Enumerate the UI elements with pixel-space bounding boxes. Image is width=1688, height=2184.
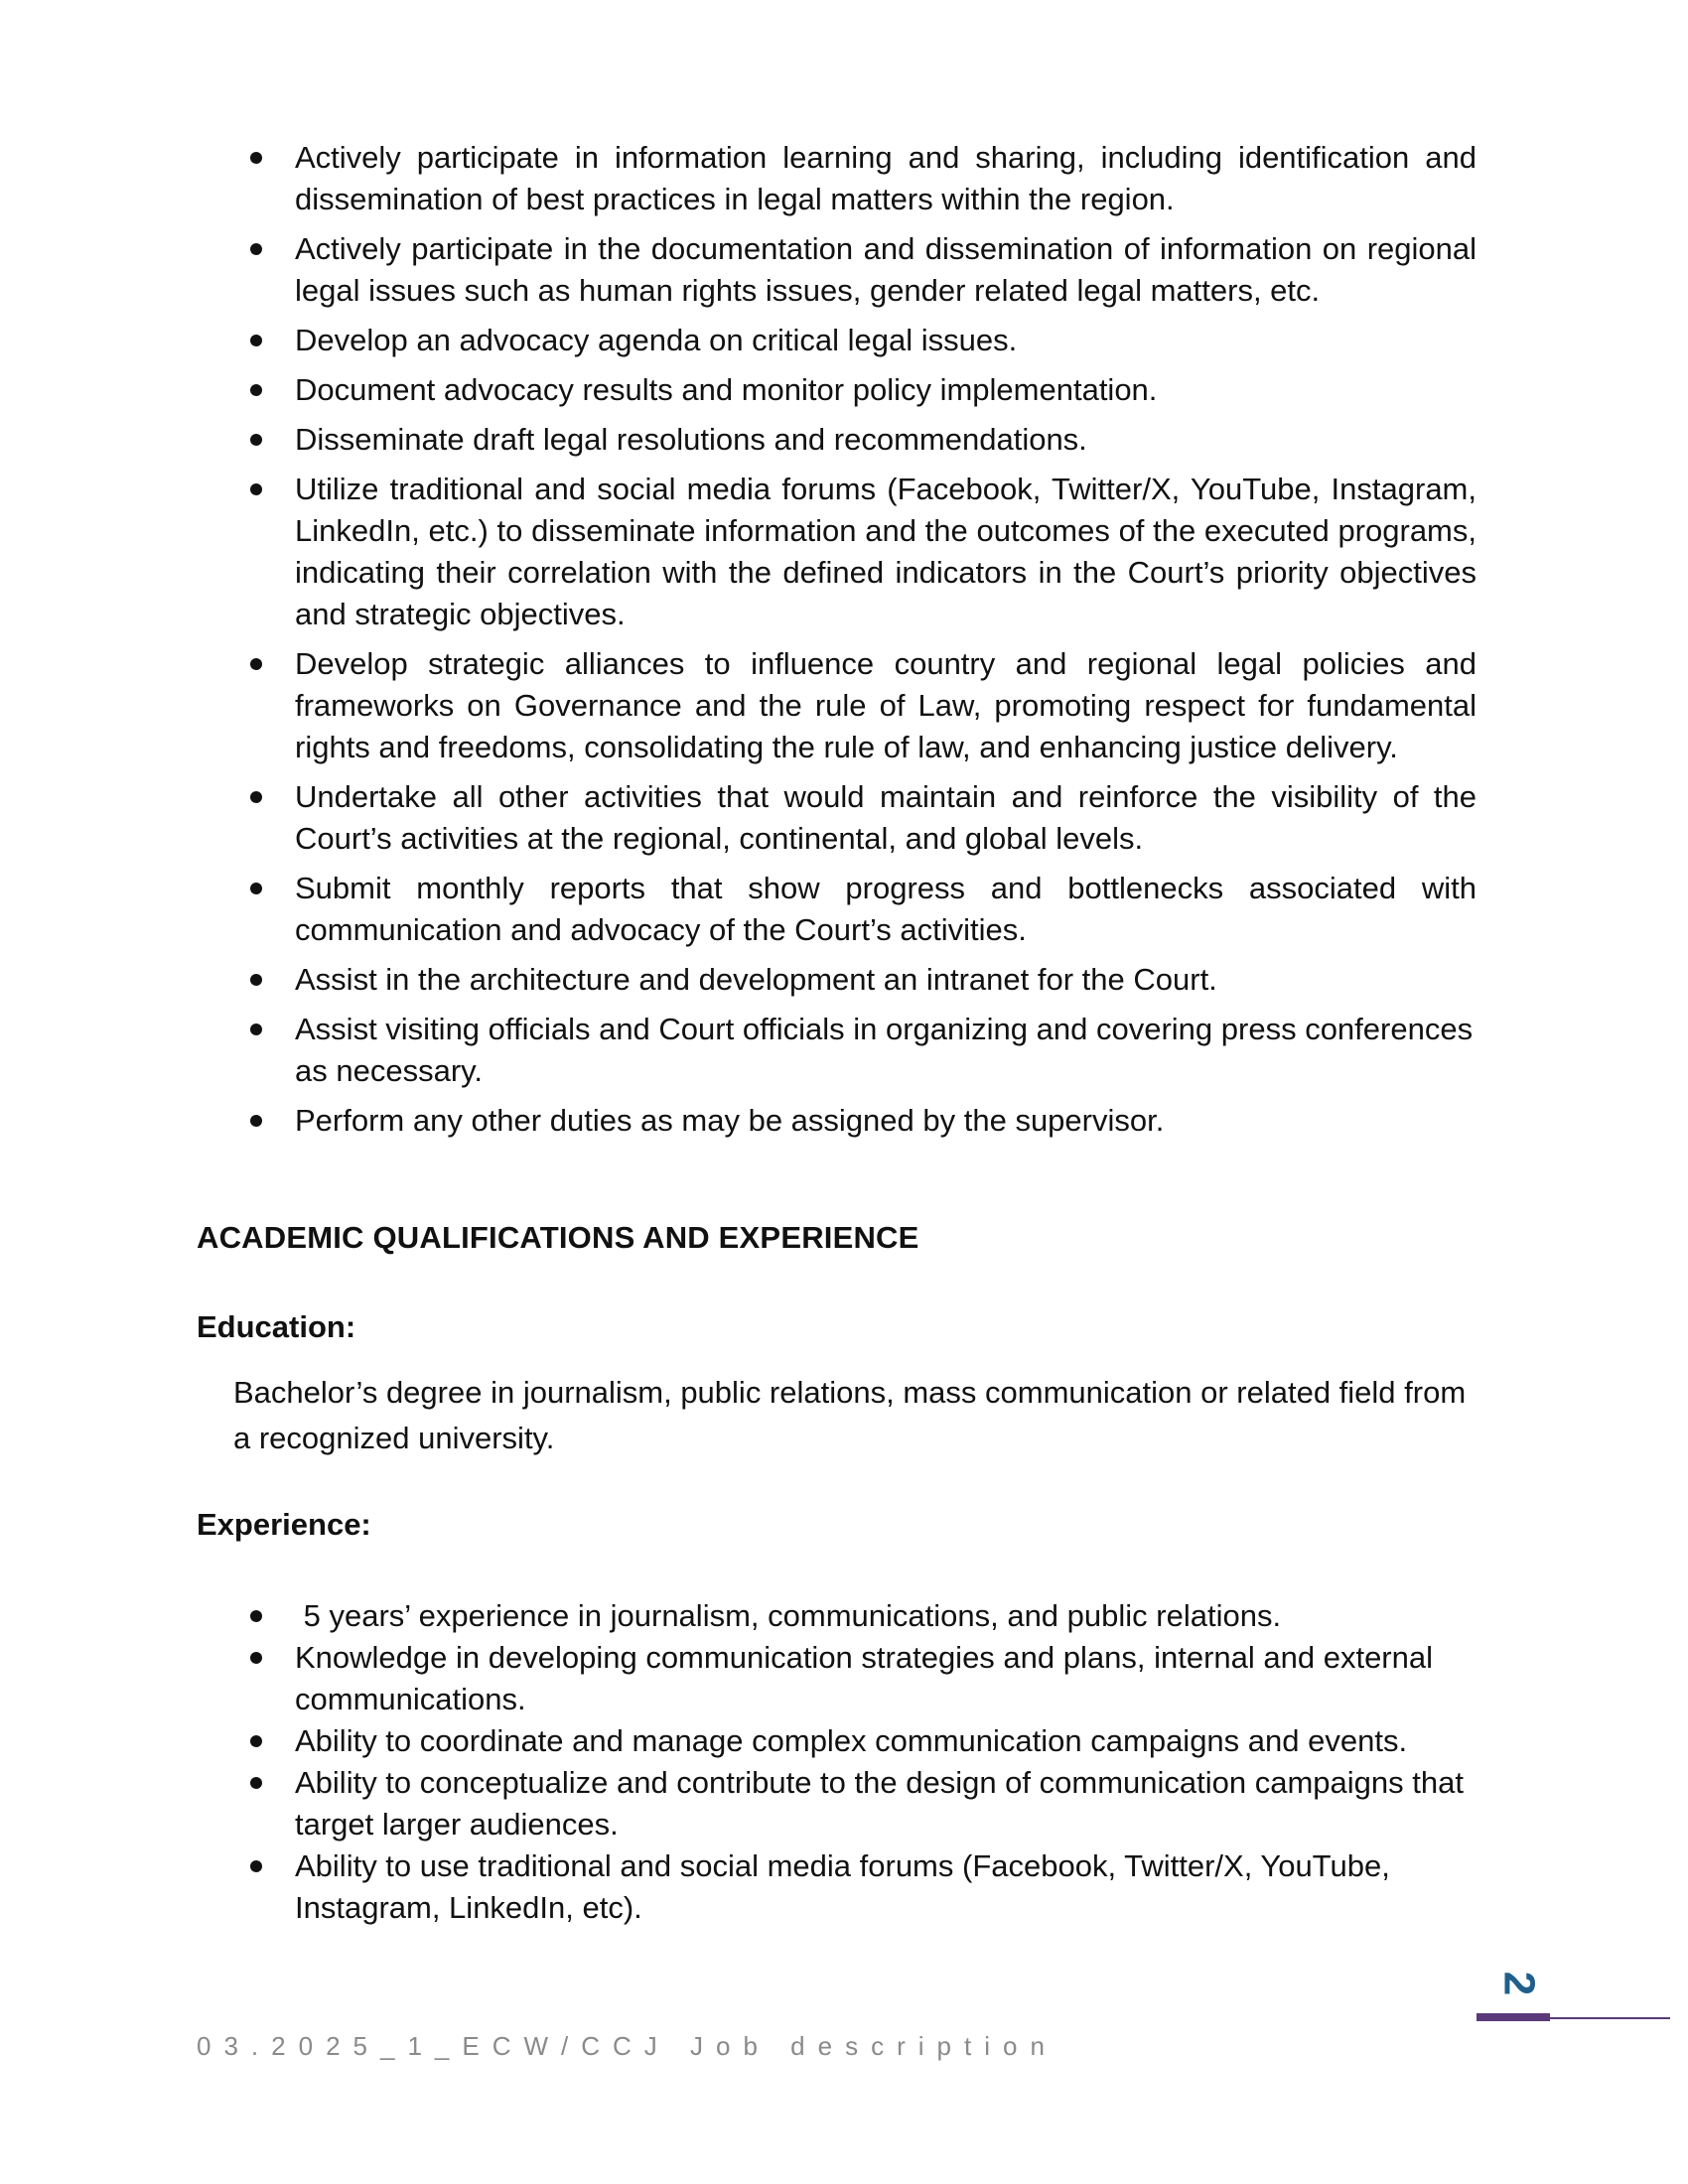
footer-rule xyxy=(1550,2017,1670,2019)
list-item xyxy=(295,369,1477,411)
bullet-icon xyxy=(250,384,262,396)
list-item xyxy=(295,137,1477,220)
experience-label: Experience: xyxy=(197,1507,371,1542)
bullet-icon xyxy=(250,658,262,670)
list-item-text: Undertake all other activities that would maintain and reinforce the visibility of the Court’s activities at the regional, continental, and global levels. xyxy=(295,779,1477,856)
list-item-text: Disseminate draft legal resolutions and recommendations. xyxy=(295,422,1087,457)
list-item-text: Document advocacy results and monitor policy implementation. xyxy=(295,372,1158,407)
education-label: Education: xyxy=(197,1309,356,1344)
experience-list xyxy=(295,1595,1477,1929)
list-item-text: Ability to use traditional and social media forums (Facebook, Twitter/X, YouTube, Instagram, LinkedIn, etc). xyxy=(295,1848,1390,1925)
list-item xyxy=(295,320,1477,361)
bullet-icon xyxy=(250,483,262,495)
page-number xyxy=(1494,1954,1544,2013)
list-item-text: Assist visiting officials and Court officials in organizing and covering press conferences as necessary. xyxy=(295,1012,1474,1088)
bullet-icon xyxy=(250,1652,262,1664)
bullet-icon xyxy=(250,1024,262,1035)
bullet-icon xyxy=(250,152,262,164)
list-item-text: Ability to coordinate and manage complex communication campaigns and events. xyxy=(295,1723,1408,1758)
bullet-icon xyxy=(250,883,262,894)
bullet-icon xyxy=(250,434,262,446)
bullet-icon xyxy=(250,1777,262,1789)
list-item-text: 5 years’ experience in journalism, communications, and public relations. xyxy=(295,1598,1282,1633)
list-item-text: Knowledge in developing communication strategies and plans, internal and external communications. xyxy=(295,1640,1434,1716)
list-item-text: Utilize traditional and social media forums (Facebook, Twitter/X, YouTube, Instagram, LinkedIn, etc.) to disseminate information and the outcomes of the executed programs, indicating their correlation with the defined indicators in the Court’s priority objectives and strategic objectives. xyxy=(295,472,1477,631)
list-item xyxy=(295,228,1477,312)
list-item xyxy=(295,868,1477,951)
bullet-icon xyxy=(250,1115,262,1127)
education-text: Bachelor’s degree in journalism, public relations, mass communication or related field from a recognized university. xyxy=(233,1375,1467,1455)
list-item-text: Actively participate in information learning and sharing, including identification and dissemination of best practices in legal matters within the region. xyxy=(295,140,1477,216)
list-item xyxy=(295,1720,1477,1762)
list-item xyxy=(295,419,1477,461)
bullet-icon xyxy=(250,791,262,803)
page-number-text: 2 xyxy=(1494,1971,1544,1996)
list-item xyxy=(295,776,1477,860)
list-item xyxy=(295,1595,1477,1637)
list-item xyxy=(295,1100,1477,1142)
footer-accent-bar xyxy=(1477,2013,1550,2021)
list-item-text: Submit monthly reports that show progress and bottlenecks associated with communication and advocacy of the Court’s activities. xyxy=(295,871,1477,947)
bullet-icon xyxy=(250,974,262,986)
list-item xyxy=(295,1845,1477,1929)
list-item xyxy=(295,643,1477,768)
bullet-icon xyxy=(250,1860,262,1872)
list-item-text: Perform any other duties as may be assigned by the supervisor. xyxy=(295,1103,1165,1138)
list-item xyxy=(295,959,1477,1001)
list-item-text: Ability to conceptualize and contribute to the design of communication campaigns that target larger audiences. xyxy=(295,1765,1464,1842)
list-item-text: Develop an advocacy agenda on critical legal issues. xyxy=(295,323,1018,357)
list-item-text: Actively participate in the documentation and dissemination of information on regional legal issues such as human rights issues, gender related legal matters, etc. xyxy=(295,231,1477,308)
bullet-icon xyxy=(250,335,262,346)
list-item-text: Develop strategic alliances to influence country and regional legal policies and frameworks on Governance and the rule of Law, promoting respect for fundamental rights and freedoms, consolidating the rule of law, and enhancing justice delivery. xyxy=(295,646,1477,764)
list-item xyxy=(295,1762,1477,1845)
bullet-icon xyxy=(250,1610,262,1622)
list-item xyxy=(295,1637,1477,1720)
footer-document-ref: 03.2025_1_ECW/CCJ Job description xyxy=(197,2031,1057,2061)
bullet-icon xyxy=(250,243,262,255)
list-item-text: Assist in the architecture and development an intranet for the Court. xyxy=(295,962,1217,997)
duties-list xyxy=(295,137,1477,1150)
list-item xyxy=(295,469,1477,635)
bullet-icon xyxy=(250,1735,262,1747)
list-item xyxy=(295,1009,1477,1092)
section-heading: ACADEMIC QUALIFICATIONS AND EXPERIENCE xyxy=(197,1220,919,1255)
